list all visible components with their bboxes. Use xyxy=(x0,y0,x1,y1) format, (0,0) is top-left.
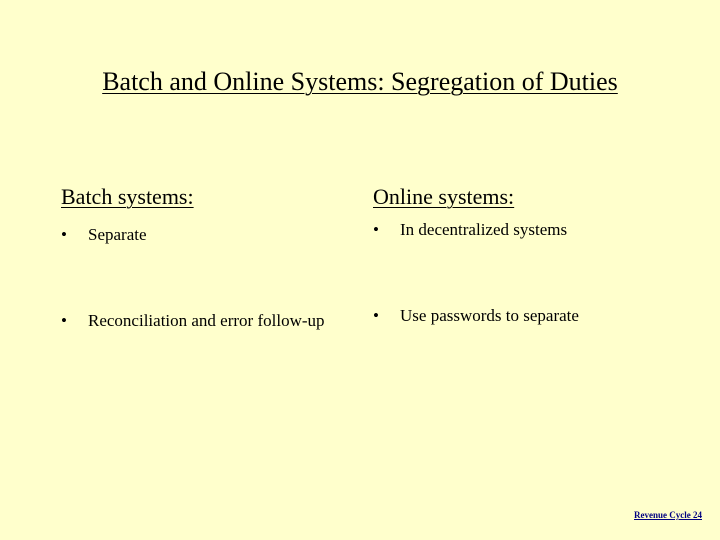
bullet-text: Reconciliation and error follow-up xyxy=(88,311,325,330)
slide-footer: Revenue Cycle 24 xyxy=(634,510,702,520)
bullet-text: In decentralized systems xyxy=(400,220,568,239)
slide-title-text: Batch and Online Systems: Segregation of Duties xyxy=(102,67,618,96)
bullet-text: Separate xyxy=(88,225,147,244)
batch-bullet-separate xyxy=(61,223,361,246)
online-bullet-passwords xyxy=(373,304,693,327)
online-bullet-decentralized xyxy=(373,218,693,241)
online-systems-heading: Online systems: xyxy=(373,184,515,209)
batch-bullet-reconciliation xyxy=(61,309,353,332)
bullet-marker: • xyxy=(61,225,67,244)
bullet-text: Use passwords to separate xyxy=(400,306,579,325)
slide-title xyxy=(0,66,720,98)
bullet-marker: • xyxy=(61,311,67,330)
batch-systems-heading: Batch systems: xyxy=(61,184,194,209)
bullet-marker: • xyxy=(373,306,379,325)
bullet-marker: • xyxy=(373,220,379,239)
